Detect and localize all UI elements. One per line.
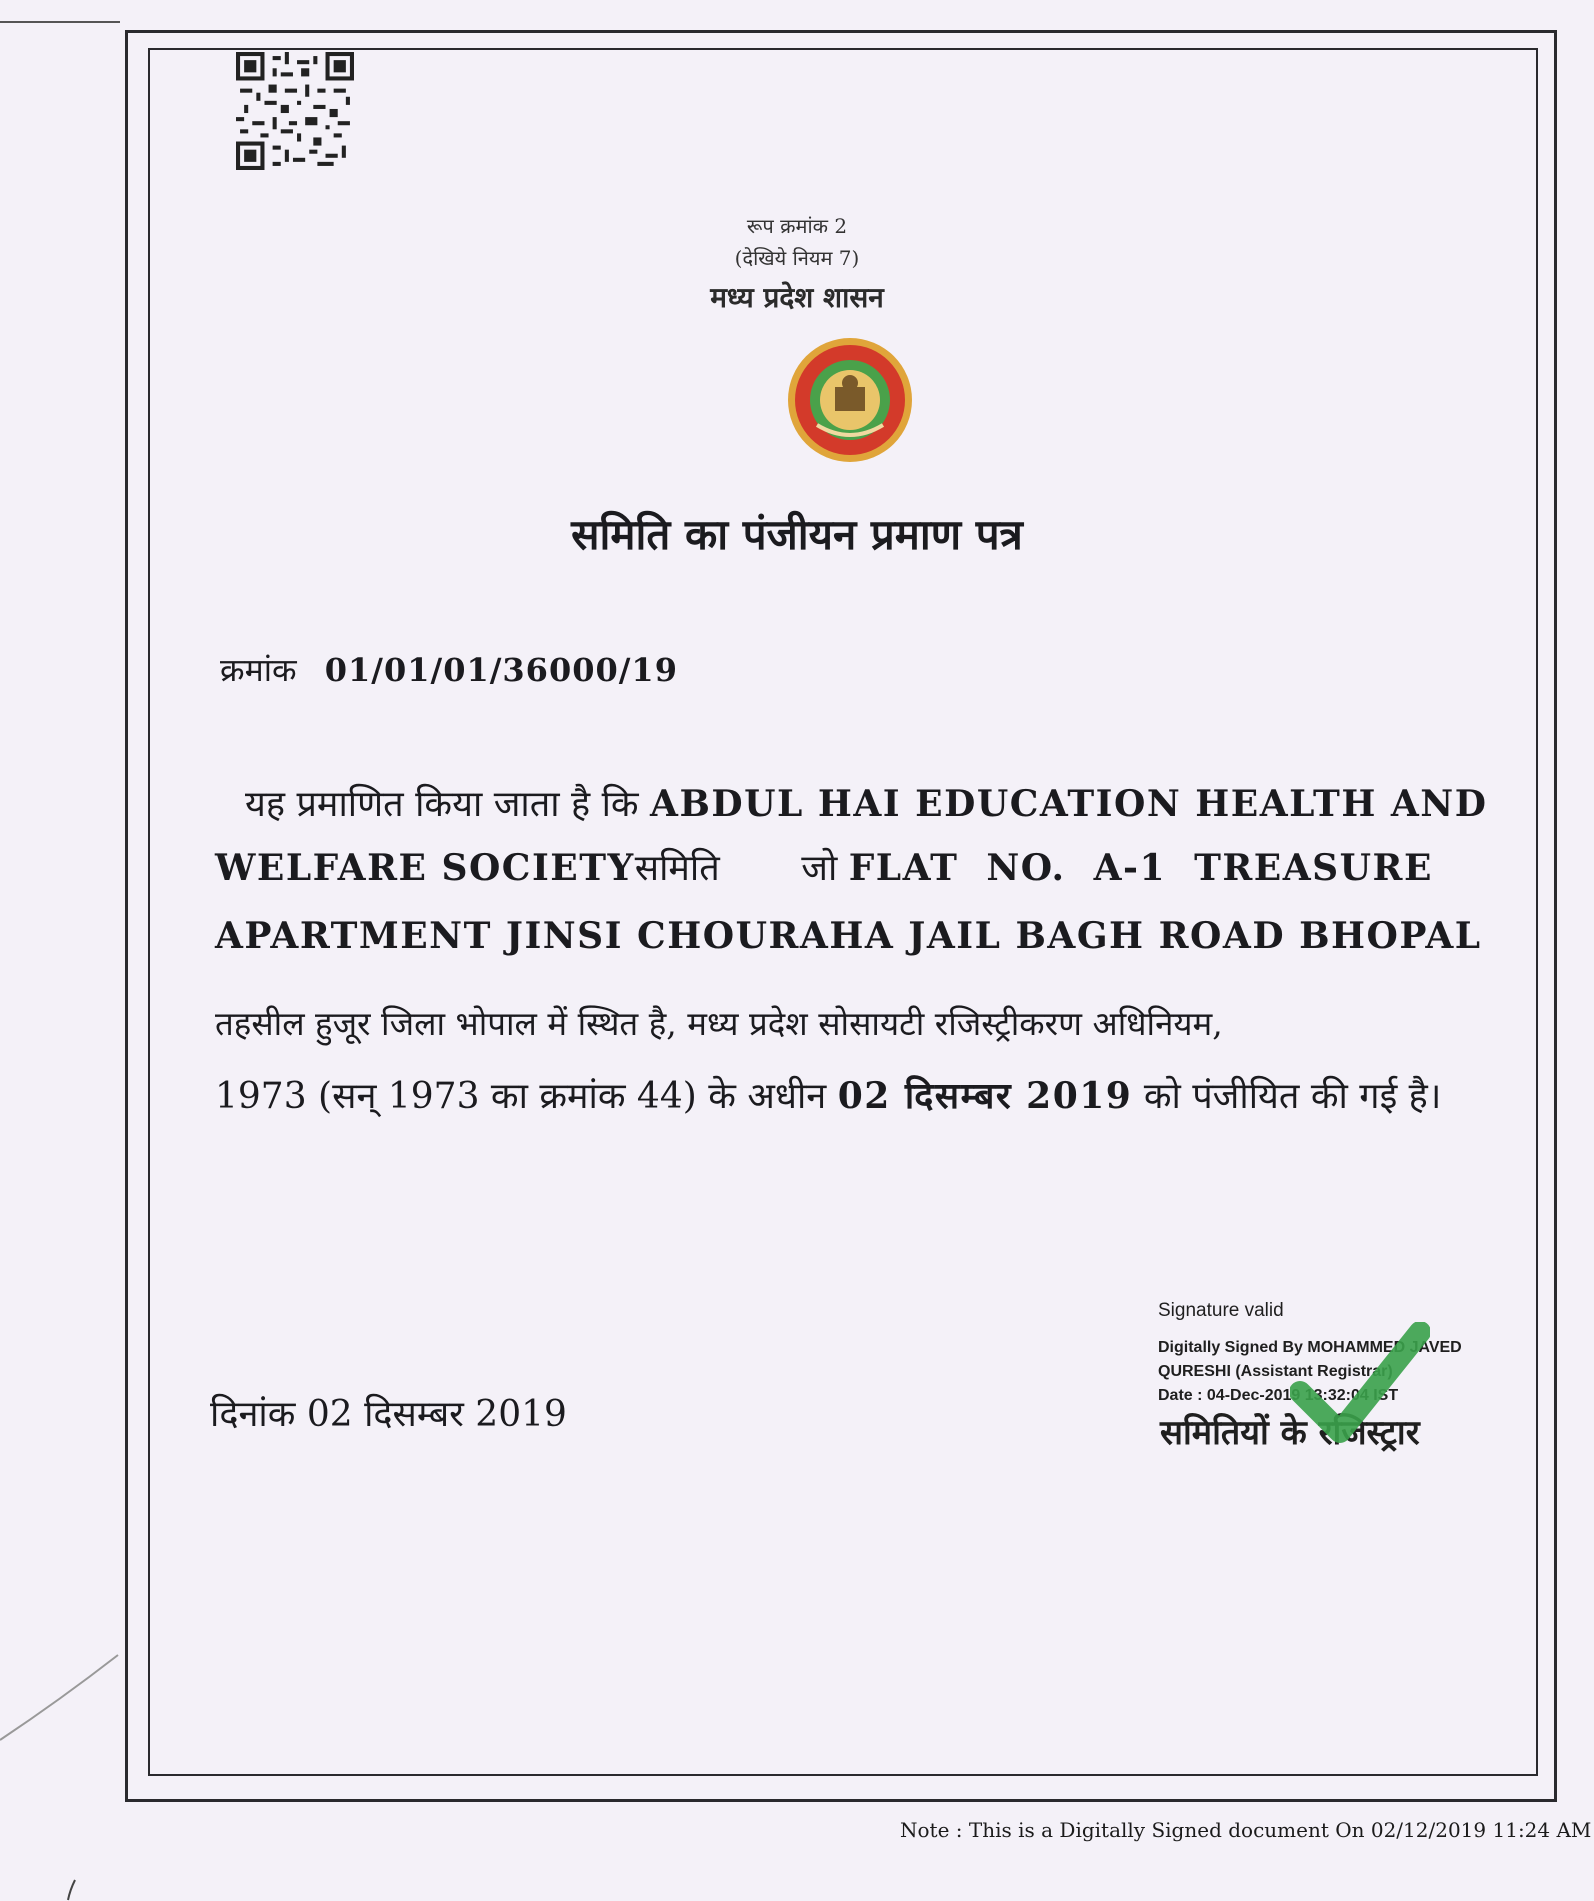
- registration-number: 01/01/01/36000/19: [324, 651, 678, 689]
- signature-valid-check-icon: [1290, 1322, 1430, 1452]
- rule-reference: (देखिये नियम 7): [734, 246, 860, 270]
- line2-text: समिति: [634, 848, 720, 889]
- certificate-line-1: [245, 778, 1487, 827]
- certificate-line-3: [215, 915, 1482, 957]
- signature-date: Date : 04-Dec-2019 13:32:04 IST: [1158, 1387, 1399, 1404]
- certificate-line-5: [215, 1070, 1441, 1119]
- qr-code-icon: [236, 52, 354, 170]
- society-name-part1: ABDUL HAI EDUCATION HEALTH AND: [650, 783, 1488, 825]
- certificate-line-4: [215, 1000, 1223, 1045]
- registration-number-row: [220, 648, 678, 691]
- signature-designation: QURESHI (Assistant Registrar): [1158, 1363, 1393, 1380]
- society-name-part2: WELFARE SOCIETY: [215, 847, 635, 889]
- line2-text2: जो: [801, 848, 838, 889]
- footer-note: Note : This is a Digitally Signed document On 02/12/2019 11:24 AM: [900, 1818, 1592, 1842]
- line4-text: तहसील हुजूर जिला भोपाल में स्थित है, मध्य प्रदेश सोसायटी रजिस्ट्रीकरण अधिनियम,: [215, 1004, 1223, 1043]
- signature-status: Signature valid: [1158, 1300, 1284, 1321]
- line5-text: 1973 (सन् 1973 का क्रमांक 44) के अधीन: [215, 1076, 827, 1117]
- state-emblem-icon: [785, 335, 915, 465]
- certificate-title: समिति का पंजीयन प्रमाण पत्र: [571, 510, 1023, 559]
- signature-signer: Digitally Signed By MOHAMMED JAVED: [1158, 1339, 1462, 1356]
- form-number: रूप क्रमांक 2: [746, 214, 848, 238]
- line5-text2: को पंजीयित की गई है।: [1143, 1076, 1442, 1117]
- registration-label: क्रमांक: [220, 651, 297, 689]
- certificate-date: दिनांक 02 दिसम्बर 2019: [210, 1394, 567, 1435]
- government-name: मध्य प्रदेश शासन: [710, 281, 884, 314]
- registration-date: 02 दिसम्बर 2019: [837, 1075, 1133, 1117]
- address-part2: APARTMENT JINSI CHOURAHA JAIL BAGH ROAD BHOPAL: [215, 915, 1482, 957]
- certificate-line-2: [215, 842, 1433, 891]
- line1-text: यह प्रमाणित किया जाता है कि: [245, 784, 639, 825]
- registrar-title: समितियों के रजिस्ट्रार: [1160, 1413, 1420, 1453]
- address-part1: FLAT NO. A-1 TREASURE: [848, 847, 1433, 889]
